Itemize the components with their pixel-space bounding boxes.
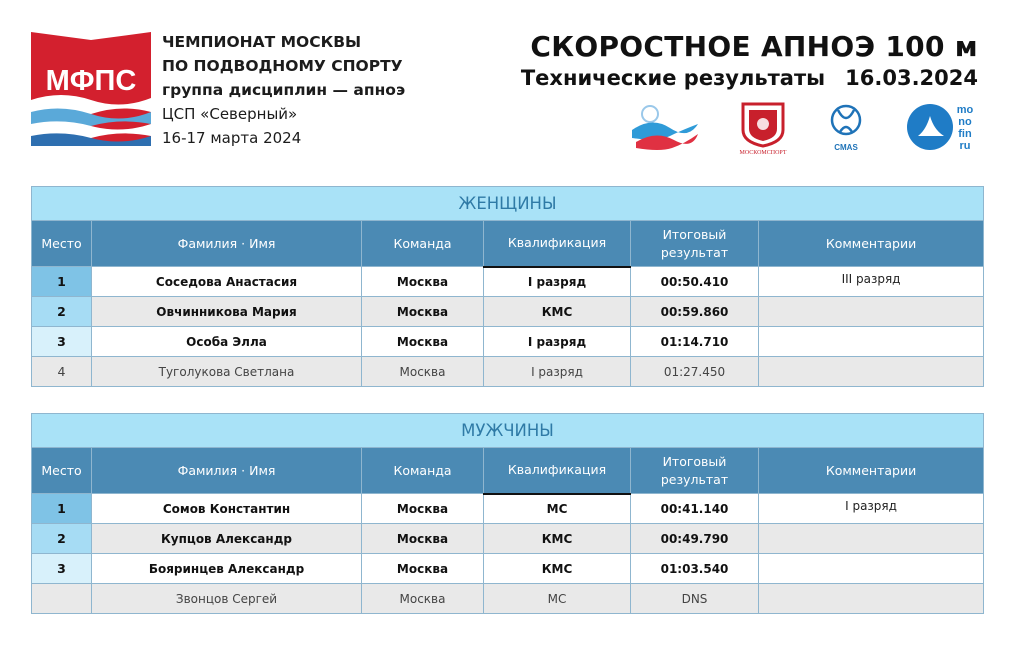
- event-dates: 16-17 марта 2024: [162, 129, 302, 147]
- result-cell: DNS: [631, 584, 759, 614]
- event-line-2: ПО ПОДВОДНОМУ СПОРТУ: [162, 57, 403, 75]
- qual-cell: МС: [484, 584, 631, 614]
- team-cell: Москва: [362, 554, 484, 584]
- women-results-table: [31, 186, 984, 387]
- result-cell: 00:50.410: [631, 267, 759, 297]
- col-qual: Квалификация: [484, 221, 631, 267]
- page-title: СКОРОСТНОЕ АПНОЭ 100 м: [530, 30, 978, 63]
- col-place: Место: [32, 448, 92, 494]
- event-line-1: ЧЕМПИОНАТ МОСКВЫ: [162, 33, 362, 51]
- table-row: [32, 357, 984, 387]
- col-team: Команда: [362, 221, 484, 267]
- comment-cell: III разряд: [759, 267, 984, 297]
- place-cell: 1: [32, 494, 92, 524]
- team-cell: Москва: [362, 297, 484, 327]
- cmas-logo: [826, 100, 866, 154]
- event-line-3: группа дисциплин — апноэ: [162, 81, 406, 99]
- result-cell: 00:49.790: [631, 524, 759, 554]
- col-result: [631, 448, 759, 494]
- col-team: Команда: [362, 448, 484, 494]
- comment-cell: [759, 554, 984, 584]
- monofin-text-2: no: [958, 116, 972, 128]
- comment-cell: [759, 357, 984, 387]
- monofin-logo: [904, 100, 980, 154]
- monofin-text-3: fin: [958, 128, 972, 140]
- mfps-logo: [31, 32, 151, 146]
- men-header-row: [32, 448, 984, 494]
- name-cell: Овчинникова Мария: [92, 297, 362, 327]
- team-cell: Москва: [362, 267, 484, 297]
- col-result-line1: Итоговый: [662, 226, 727, 242]
- result-cell: 01:03.540: [631, 554, 759, 584]
- place-cell: 3: [32, 554, 92, 584]
- name-cell: Звонцов Сергей: [92, 584, 362, 614]
- col-place: Место: [32, 221, 92, 267]
- qual-cell: КМС: [484, 524, 631, 554]
- col-comment: Комментарии: [759, 448, 984, 494]
- place-cell: 4: [32, 357, 92, 387]
- name-cell: Бояринцев Александр: [92, 554, 362, 584]
- comment-cell: [759, 297, 984, 327]
- name-cell: Туголукова Светлана: [92, 357, 362, 387]
- comment-cell: [759, 584, 984, 614]
- place-cell: 1: [32, 267, 92, 297]
- event-info: [162, 30, 405, 150]
- name-cell: Купцов Александр: [92, 524, 362, 554]
- moskomsport-logo: [737, 100, 789, 156]
- result-cell: 01:14.710: [631, 327, 759, 357]
- col-name: Фамилия · Имя: [92, 221, 362, 267]
- place-cell: 2: [32, 297, 92, 327]
- place-cell: [32, 584, 92, 614]
- col-comment: Комментарии: [759, 221, 984, 267]
- place-cell: 3: [32, 327, 92, 357]
- cmas-text: CMAS: [834, 143, 858, 152]
- col-qual: Квалификация: [484, 448, 631, 494]
- table-row: [32, 584, 984, 614]
- result-cell: 01:27.450: [631, 357, 759, 387]
- table-row: [32, 327, 984, 357]
- team-cell: Москва: [362, 584, 484, 614]
- monofin-text-4: ru: [959, 140, 971, 152]
- qual-cell: КМС: [484, 554, 631, 584]
- qual-cell: I разряд: [484, 267, 631, 297]
- comment-cell: [759, 524, 984, 554]
- name-cell: Сомов Константин: [92, 494, 362, 524]
- logo-text: МФПС: [45, 65, 137, 97]
- table-row: [32, 297, 984, 327]
- subtitle-date: 16.03.2024: [845, 66, 978, 90]
- table-row: [32, 554, 984, 584]
- comment-cell: I разряд: [759, 494, 984, 524]
- qual-cell: КМС: [484, 297, 631, 327]
- col-name: Фамилия · Имя: [92, 448, 362, 494]
- table-row: [32, 267, 984, 297]
- event-venue: ЦСП «Северный»: [162, 105, 298, 123]
- women-header-row: [32, 221, 984, 267]
- result-cell: 00:59.860: [631, 297, 759, 327]
- team-cell: Москва: [362, 524, 484, 554]
- moskomsport-text: МОСКОМСПОРТ: [739, 150, 787, 156]
- women-section-title: ЖЕНЩИНЫ: [32, 187, 984, 221]
- result-cell: 00:41.140: [631, 494, 759, 524]
- subtitle-text: Технические результаты: [520, 66, 826, 90]
- monofin-text-1: mo: [956, 104, 974, 116]
- team-cell: Москва: [362, 494, 484, 524]
- men-section-title: МУЖЧИНЫ: [32, 414, 984, 448]
- col-result-line2: результат: [660, 244, 729, 260]
- table-row: [32, 494, 984, 524]
- men-results-table: [31, 413, 984, 614]
- team-cell: Москва: [362, 327, 484, 357]
- place-cell: 2: [32, 524, 92, 554]
- title-block: [521, 30, 978, 92]
- federation-wave-logo: [630, 102, 700, 152]
- page-subtitle: [521, 64, 978, 92]
- col-result: [631, 221, 759, 267]
- qual-cell: I разряд: [484, 327, 631, 357]
- col-result-line1: Итоговый: [662, 453, 727, 469]
- qual-cell: МС: [484, 494, 631, 524]
- qual-cell: I разряд: [484, 357, 631, 387]
- name-cell: Соседова Анастасия: [92, 267, 362, 297]
- table-row: [32, 524, 984, 554]
- comment-cell: [759, 327, 984, 357]
- name-cell: Особа Элла: [92, 327, 362, 357]
- team-cell: Москва: [362, 357, 484, 387]
- col-result-line2: результат: [660, 471, 729, 487]
